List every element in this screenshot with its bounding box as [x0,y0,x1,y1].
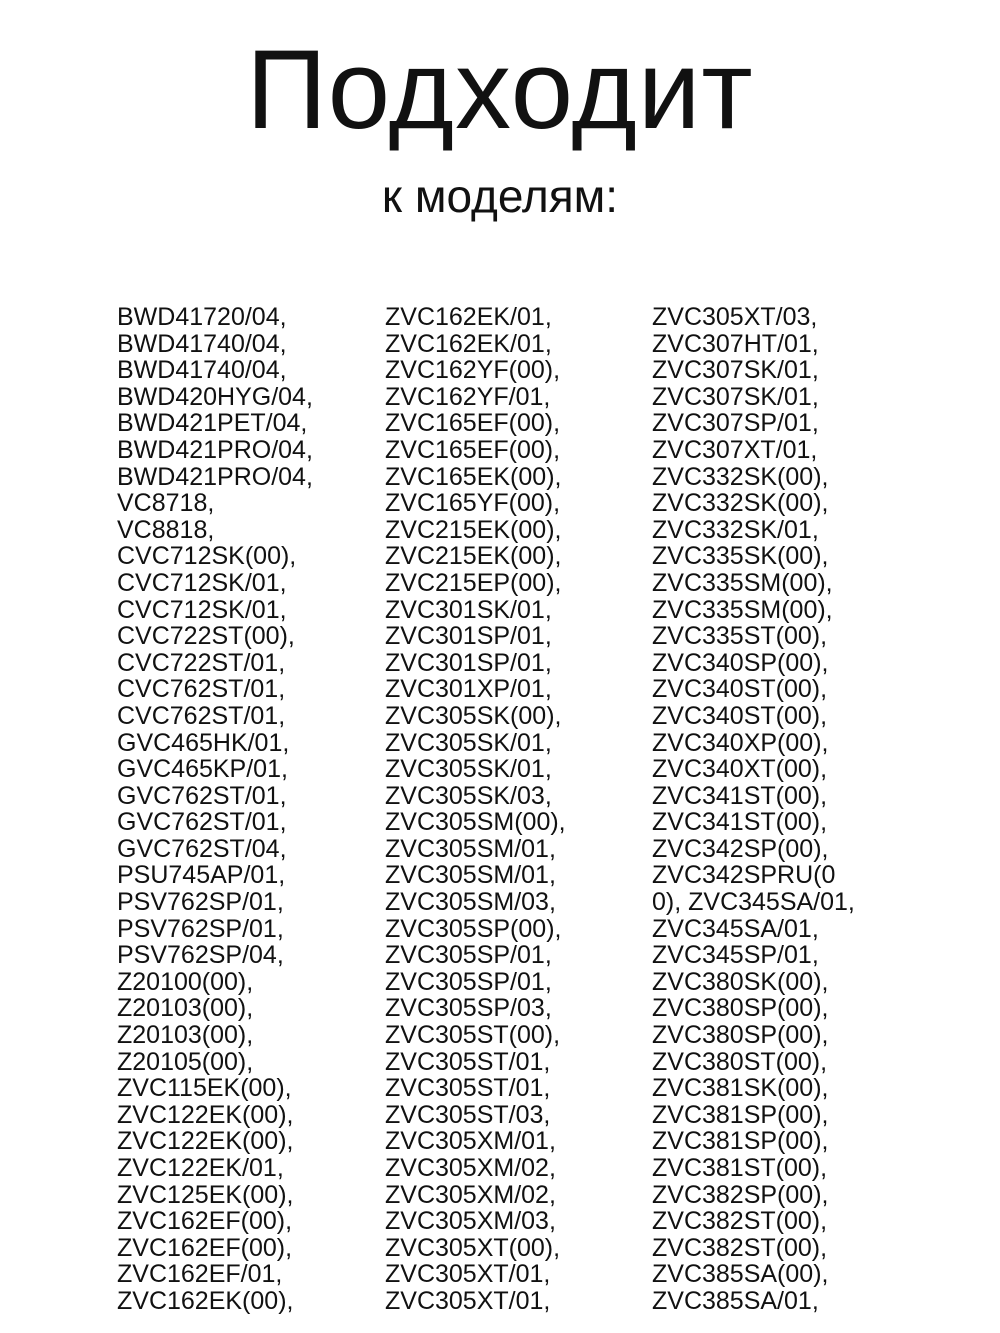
model-list-item: ZVC342SPRU(0 [652,861,836,890]
model-list-item: CVC722ST/01, [117,648,286,677]
model-list-item: ZVC381ST(00), [652,1154,828,1182]
model-list-item: ZVC381SP(00), [652,1100,829,1129]
model-list-item: BWD41720/04, [117,303,287,331]
model-list-item: BWD421PRO/04, [117,435,313,464]
model-list-item: ZVC305SM/01, [385,834,556,863]
model-list-item: ZVC115EK(00), [117,1074,292,1103]
model-list-item: ZVC305SP/03, [385,994,552,1023]
model-list-item: ZVC162EK/01, [385,303,552,331]
model-list-item: ZVC305SK/03, [385,781,552,810]
model-list-item: ZVC305XT/01, [385,1260,551,1289]
model-list-item: ZVC345SA/01, [652,914,819,943]
model-list-item: ZVC162EK/01, [385,329,552,358]
model-list-item: ZVC305XM/03, [385,1207,556,1236]
model-list-item: ZVC381SP(00), [652,1127,829,1156]
model-list-item: BWD421PRO/04, [117,462,313,491]
model-list-item: ZVC332SK(00), [652,462,829,491]
model-list-item: ZVC335ST(00), [652,622,828,651]
model-list-item: ZVC307SK/01, [652,382,819,411]
model-list-item: ZVC162YF(00), [385,356,561,385]
model-list-item: ZVC122EK(00), [117,1100,294,1129]
model-list-item: PSV762SP/01, [117,888,284,917]
model-list-item: CVC722ST(00), [117,622,295,651]
model-list-item: ZVC380ST(00), [652,1047,828,1076]
model-list-item: ZVC307XT/01, [652,435,818,464]
model-list-item: ZVC385SA/01, [652,1286,819,1315]
model-list-item: Z20105(00), [117,1047,254,1076]
model-list-item: VC8718, [117,489,215,518]
model-list-item: BWD420HYG/04, [117,382,313,411]
model-list-item: ZVC162EF(00), [117,1207,293,1236]
model-list-item: ZVC380SK(00), [652,967,829,996]
model-list-item: ZVC162EK(00), [117,1286,294,1315]
model-list-item: ZVC332SK/01, [652,515,819,544]
model-list-item: ZVC305ST(00), [385,1021,561,1050]
model-list-item: PSU745AP/01, [117,861,286,890]
model-list-item: ZVC165EF(00), [385,409,561,438]
model-list-item: ZVC305SK/01, [385,755,552,784]
model-list-item: ZVC305SP(00), [385,914,562,943]
model-list-item: ZVC305XM/01, [385,1127,556,1156]
model-list-item: 0), ZVC345SA/01, [652,888,855,917]
model-list-item: ZVC162EF(00), [117,1233,293,1262]
model-list-item: ZVC340XT(00), [652,755,828,784]
model-list-item: GVC465KP/01, [117,755,288,784]
model-list-item: CVC712SK/01, [117,595,287,624]
model-list-item: ZVC122EK(00), [117,1127,294,1156]
model-list-item: ZVC215EK(00), [385,515,562,544]
model-list-item: ZVC340SP(00), [652,648,829,677]
model-list-item: ZVC305XT(00), [385,1233,561,1262]
model-list-item: ZVC125EK(00), [117,1180,294,1209]
model-list-item: GVC762ST/01, [117,781,287,810]
model-list-item: ZVC341ST(00), [652,808,828,837]
model-list-item: ZVC165EF(00), [385,435,561,464]
model-column-2 [385,304,566,1315]
model-list-item: Z20103(00), [117,994,254,1023]
model-list-item: VC8818, [117,515,215,544]
model-list-item: CVC712SK(00), [117,542,297,571]
model-list-item: PSV762SP/01, [117,914,284,943]
model-list-item: ZVC305ST/03, [385,1100,551,1129]
model-list-item: ZVC307HT/01, [652,329,819,358]
model-column-3 [652,304,952,1315]
model-list-item: ZVC305SP/01, [385,967,552,996]
model-list-item: ZVC385SA(00), [652,1260,829,1289]
model-list-item: ZVC340ST(00), [652,675,828,704]
model-list-item: ZVC305SP/01, [385,941,552,970]
model-list-item: ZVC307SP/01, [652,409,819,438]
model-list-item: ZVC162EF/01, [117,1260,283,1289]
model-column-1 [117,304,313,1315]
model-list-item: ZVC305SM/01, [385,861,556,890]
model-list-item: ZVC305XM/02, [385,1180,556,1209]
model-list-item: ZVC381SK(00), [652,1074,829,1103]
model-list-item: ZVC335SM(00), [652,568,833,597]
model-list-item: Z20103(00), [117,1021,254,1050]
model-list-item: ZVC340XP(00), [652,728,829,757]
model-list-item: ZVC335SM(00), [652,595,833,624]
model-list-item: BWD41740/04, [117,329,287,358]
model-list-item: ZVC305ST/01, [385,1047,551,1076]
page-subtitle: к моделям: [381,170,619,222]
model-list-item: ZVC301XP/01, [385,675,552,704]
model-list-item: ZVC122EK/01, [117,1154,284,1182]
model-list-item: ZVC305ST/01, [385,1074,551,1103]
model-list-item: ZVC305SM/03, [385,888,556,917]
model-list-item: GVC762ST/01, [117,808,287,837]
model-list-item: GVC762ST/04, [117,834,287,863]
model-list-item: ZVC341ST(00), [652,781,828,810]
model-list-item: ZVC305XT/03, [652,303,818,331]
model-list-item: ZVC301SP/01, [385,622,552,651]
model-list-item: CVC762ST/01, [117,701,286,730]
model-list-item: ZVC332SK(00), [652,489,829,518]
model-list-item: ZVC382SP(00), [652,1180,829,1209]
model-list-item: BWD41740/04, [117,356,287,385]
model-list-item: ZVC305XM/02, [385,1154,556,1182]
model-list-item: ZVC307SK/01, [652,356,819,385]
model-list-item: ZVC162YF/01, [385,382,551,411]
model-list-item: ZVC215EK(00), [385,542,562,571]
model-list-item: ZVC215EP(00), [385,568,562,597]
model-list-item: ZVC382ST(00), [652,1233,828,1262]
model-list-item: ZVC382ST(00), [652,1207,828,1236]
model-list-item: ZVC165EK(00), [385,462,562,491]
model-list-item: BWD421PET/04, [117,409,308,438]
model-list-item: ZVC335SK(00), [652,542,829,571]
model-list-item: ZVC301SK/01, [385,595,552,624]
model-list-item: ZVC380SP(00), [652,1021,829,1050]
model-list-item: ZVC305SK/01, [385,728,552,757]
model-list-item: PSV762SP/04, [117,941,284,970]
model-list-item: ZVC380SP(00), [652,994,829,1023]
page-title: Подходит [246,27,754,152]
model-list-item: ZVC340ST(00), [652,701,828,730]
model-list-item: Z20100(00), [117,967,254,996]
model-list-item: ZVC301SP/01, [385,648,552,677]
model-list-item: ZVC305SK(00), [385,701,562,730]
model-list-item: ZVC305XT/01, [385,1286,551,1315]
model-list-item: CVC712SK/01, [117,568,287,597]
model-list-item: ZVC305SM(00), [385,808,566,837]
model-list-item: GVC465HK/01, [117,728,290,757]
model-list-item: ZVC165YF(00), [385,489,561,518]
model-list-item: CVC762ST/01, [117,675,286,704]
model-list-item: ZVC345SP/01, [652,941,819,970]
model-list-item: ZVC342SP(00), [652,834,829,863]
